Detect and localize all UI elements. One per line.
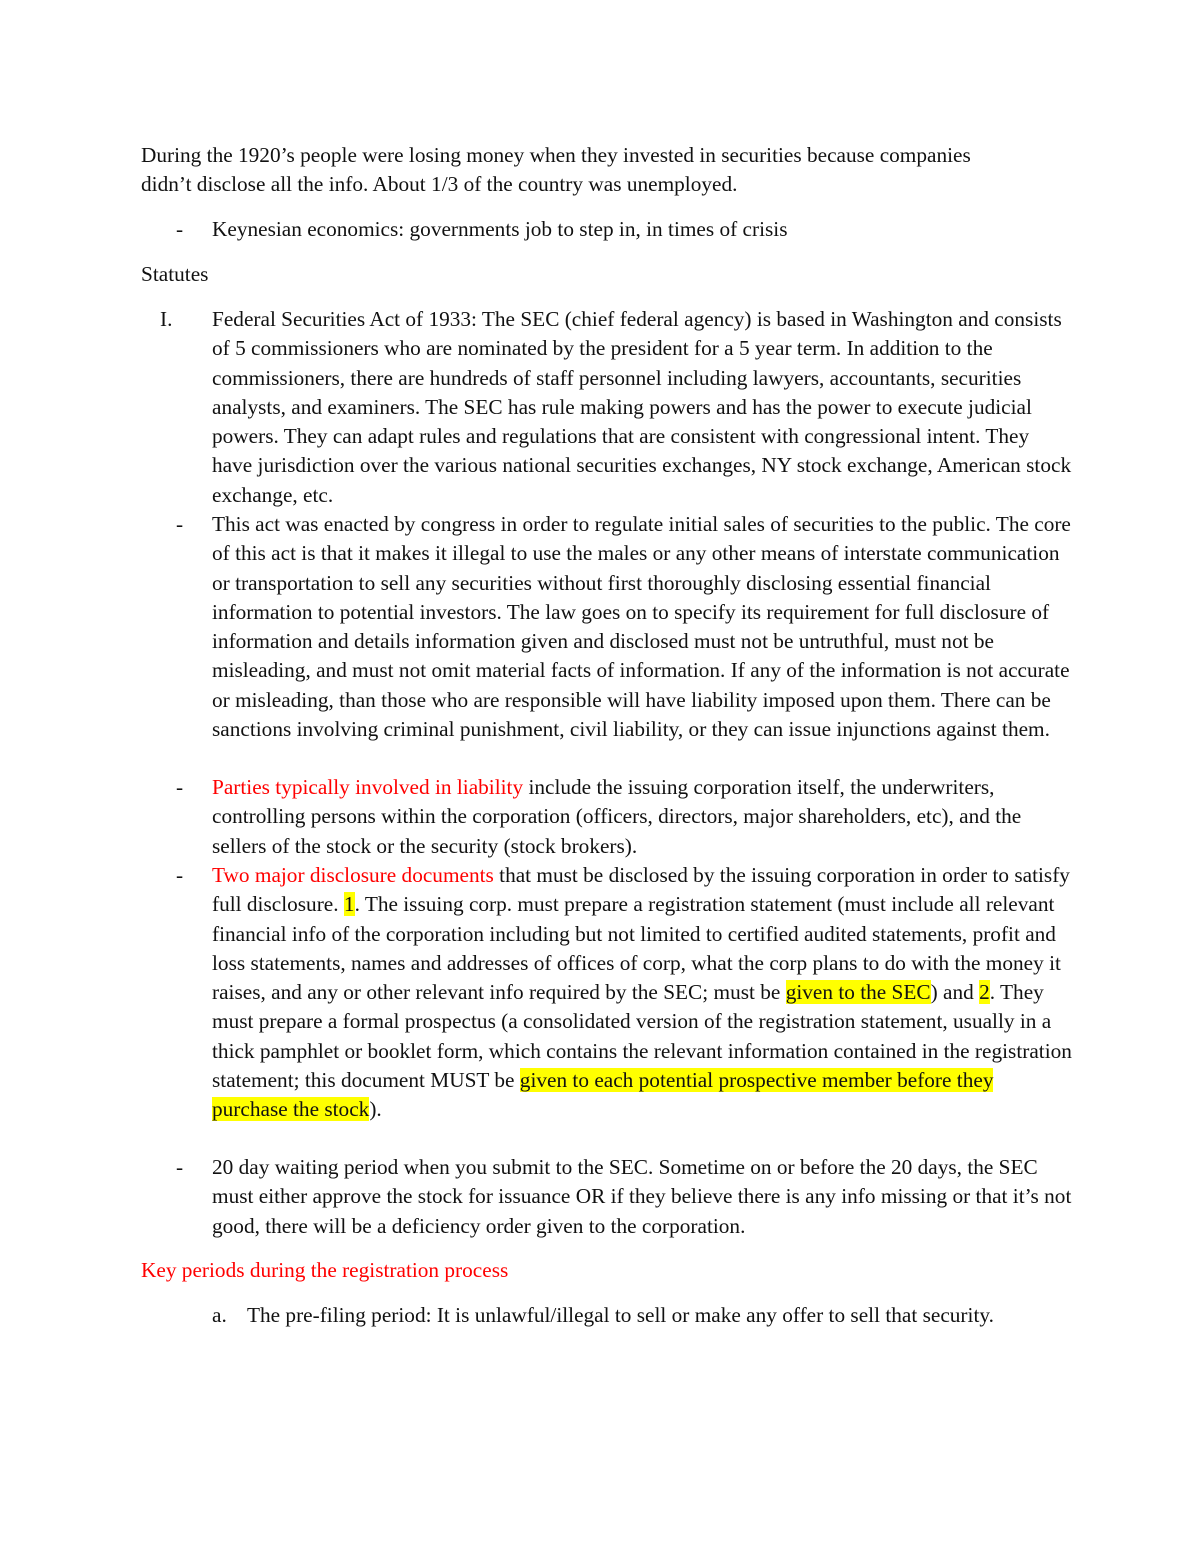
disclosure-text — [212, 861, 1074, 1125]
intro-line-2: didn’t disclose all the info. About 1/3 of the country was unemployed. — [141, 172, 738, 197]
bullet-dash: - — [176, 1155, 184, 1179]
disclosure-body-b: . The issuing corp. must prepare a registration statement (must include all relevant financial info of the corporation including but not limited to certified audited statements, profit and loss statements, names and addresses of offices of corp, what the corp plans to do with the money it raises, and any or other relevant info required by the SEC; must be — [212, 892, 1061, 1005]
intro-paragraph — [141, 141, 1071, 200]
intro-line-1: During the 1920’s people were losing money when they invested in securities because companies — [141, 143, 971, 167]
parties-red-phrase: Parties typically involved in liability — [212, 775, 524, 799]
alpha-marker: a. — [212, 1303, 227, 1327]
highlight-given-to-prospective: given to each potential prospective member before they purchase the stock — [212, 1068, 994, 1122]
bullet-dash: - — [176, 217, 184, 241]
bullet-dash: - — [176, 512, 184, 536]
parties-body: include the issuing corporation itself, the underwriters, controlling persons within the corporation (officers, directors, major shareholders, etc), and the sellers of the stock or the security (stock brokers). — [212, 775, 1022, 858]
act-text: This act was enacted by congress in order to regulate initial sales of securities to the public. The core of this act is that it makes it illegal to use the males or any other means of interstate communication or transportation to sell any securities without first thoroughly disclosing essential financial information to potential investors. The law goes on to specify its requirement for full disclosure of information and details information given and disclosed must not be untruthful, must not be misleading, and must not omit material facts of information. If any of the information is not accurate or misleading, than those who are responsible will have liability imposed upon them. There can be sanctions involving criminal punishment, civil liability, or they can issue injunctions against them. — [212, 512, 1071, 742]
disclosure-body-d: . They must prepare a formal prospectus (a consolidated version of the registration statement, usually in a thick pamphlet or booklet form, which contains the relevant information contained in the registration statement; this document MUST be — [212, 980, 1072, 1093]
section-one-text: Federal Securities Act of 1933: The SEC (chief federal agency) is based in Washington and consists of 5 commissioners who are nominated by the president for a 5 year term. In addition to the commissioners, there are hundreds of staff personnel including lawyers, accountants, securities analysts, and examiners. The SEC has rule making powers and has the power to execute judicial powers. They can adapt rules and regulations that are consistent with congressional intent. They have jurisdiction over the various national securities exchanges, NY stock exchange, American stock exchange, etc. — [212, 307, 1072, 507]
roman-numeral-marker: I. — [160, 307, 173, 331]
disclosure-body-e: ). — [369, 1097, 382, 1122]
waiting-period-text: 20 day waiting period when you submit to the SEC. Sometime on or before the 20 days, the SEC must either approve the stock for issuance OR if they believe there is any info missing or that it’s not good, there will be a deficiency order given to the corporation. — [212, 1155, 1072, 1238]
highlight-number-2: 2 — [979, 980, 990, 1005]
key-periods-heading: Key periods during the registration process — [141, 1258, 509, 1282]
disclosure-red-phrase: Two major disclosure documents — [212, 863, 494, 887]
period-a-text: The pre-filing period: It is unlawful/illegal to sell or make any offer to sell that security. — [247, 1303, 994, 1327]
highlight-given-to-sec: given to the SEC — [785, 980, 931, 1005]
disclosure-body-a: that must be disclosed by the issuing corporation in order to satisfy full disclosure. — [212, 863, 1070, 917]
bullet-dash: - — [176, 863, 184, 887]
statutes-heading: Statutes — [141, 262, 209, 286]
disclosure-body-c: ) and — [930, 980, 980, 1005]
highlight-number-1: 1 — [343, 892, 355, 917]
bullet-dash: - — [176, 775, 184, 799]
parties-text — [212, 773, 1074, 861]
keynesian-text: Keynesian economics: governments job to step in, in times of crisis — [212, 217, 788, 241]
